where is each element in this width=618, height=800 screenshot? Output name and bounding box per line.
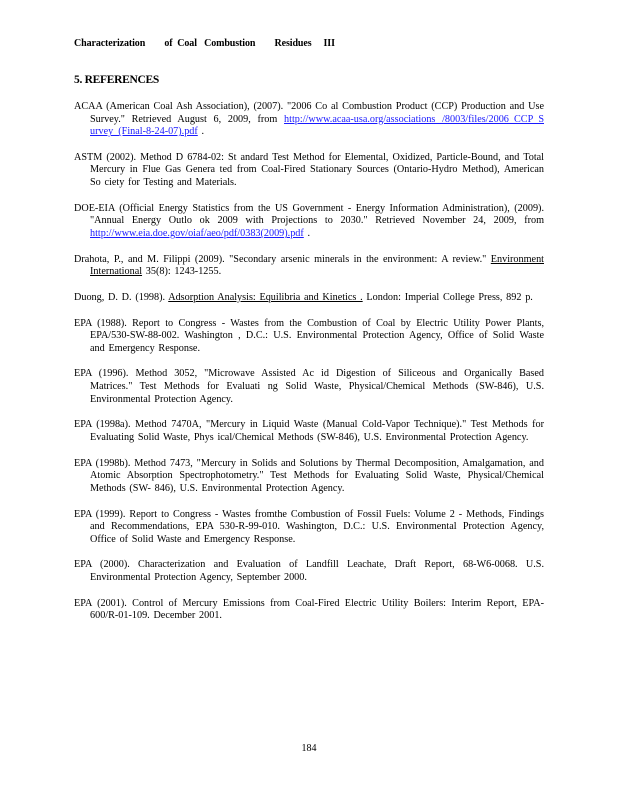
reference-entry xyxy=(74,509,544,547)
reference-text: Duong, D. D. (1998). xyxy=(74,291,169,303)
reference-entry xyxy=(74,203,544,241)
reference-entry xyxy=(74,254,544,279)
reference-entry xyxy=(74,559,544,584)
reference-text: Drahota, P., and M. Filippi (2009). "Secondary arsenic minerals in the environment: A review." xyxy=(74,253,491,265)
reference-text: ACAA (American Coal Ash Association), (2007). "2006 Co al Combustion Product (CCP) Production and Use Survey." Retrieved August 6, 2009, from xyxy=(74,101,544,125)
page-number: 184 xyxy=(301,743,317,754)
reference-tail: . xyxy=(303,227,311,239)
reference-entry xyxy=(74,152,544,190)
reference-text: ASTM (2002). Method D 6784-02: St andard Test Method for Elemental, Oxidized, Particle-Bound, and Total Mercury in Flue Gas Genera ted from Coal-Fired Stationary Sources (Ontario-Hydro Method), American So ciety for Testing and Materials. xyxy=(74,151,544,189)
reference-tail: 35(8): 1243-1255. xyxy=(142,266,222,278)
reference-link[interactable]: http://www.acaa-usa.org/associations /8003/files/2006_CCP_S urvey_(Final-8-24-07).pdf xyxy=(90,113,544,138)
reference-entry xyxy=(74,368,544,406)
reference-text: EPA (1998b). Method 7473, "Mercury in Solids and Solutions by Thermal Decomposition, Amalgamation, and Atomic Absorption Spectrophotometry." Test Methods for Evaluating Solid Waste, Physical/Chemical Methods (SW- 846), U.S. Environmental Protection Agency. xyxy=(74,457,544,494)
reference-tail: . xyxy=(197,126,205,138)
reference-text: DOE-EIA (Official Energy Statistics from the US Government - Energy Information Administration), (2009). "Annual Energy Outlo ok 2009 with Projections to 2030." Retrieved November 24, 2009, from xyxy=(74,202,544,227)
reference-text: EPA (2001). Control of Mercury Emissions from Coal-Fired Electric Utility Boilers: Interim Report, EPA-600/R-01-109. December 2001. xyxy=(74,597,544,622)
reference-text: EPA (1996). Method 3052, "Microwave Assisted Ac id Digestion of Siliceous and Organically Based Matrices." Test Methods for Evaluati ng Solid Waste, Physical/Chemical Methods (SW-846), U.S. Environmental Protection Agency. xyxy=(74,368,544,405)
reference-link[interactable]: http://www.eia.doe.gov/oiaf/aeo/pdf/0383(2009).pdf xyxy=(90,227,304,239)
reference-title: Adsorption Analysis: Equilibria and Kinetics . xyxy=(168,291,363,303)
reference-text: EPA (1988). Report to Congress - Wastes from the Combustion of Coal by Electric Utility Power Plants, EPA/530-SW-88-002. Washington , D.C.: U.S. Environmental Protection Agency, Office of Solid Waste and Emergency Response. xyxy=(74,317,544,354)
reference-text: EPA (1998a). Method 7470A, "Mercury in Liquid Waste (Manual Cold-Vapor Technique)." Test Methods for Evaluating Solid Waste, Phys ical/Chemical Methods (SW-846), U.S. Environmental Protection Agency. xyxy=(74,419,544,443)
reference-entry xyxy=(74,419,544,444)
reference-entry xyxy=(74,318,544,356)
reference-tail: London: Imperial College Press, 892 p. xyxy=(362,291,533,303)
running-header: Characterization of Coal Combustion Residues III xyxy=(74,38,335,49)
reference-text: EPA (2000). Characterization and Evaluation of Landfill Leachate, Draft Report, 68-W6-0068. U.S. Environmental Protection Agency, September 2000. xyxy=(74,559,544,583)
reference-title: Environment International xyxy=(90,253,544,278)
section-title: 5. REFERENCES xyxy=(74,74,159,86)
reference-entry xyxy=(74,458,544,496)
reference-entry xyxy=(74,292,544,305)
reference-text: EPA (1999). Report to Congress - Wastes fromthe Combustion of Fossil Fuels: Volume 2 - Methods, Findings and Recommendations, EPA 530-R-99-010. Washington, D.C.: U.S. Environmental Protection Agency, Office of Solid Waste and Emergency Response. xyxy=(74,508,544,545)
reference-entry xyxy=(74,101,544,139)
reference-entry xyxy=(74,598,544,623)
reference-list xyxy=(74,101,544,636)
